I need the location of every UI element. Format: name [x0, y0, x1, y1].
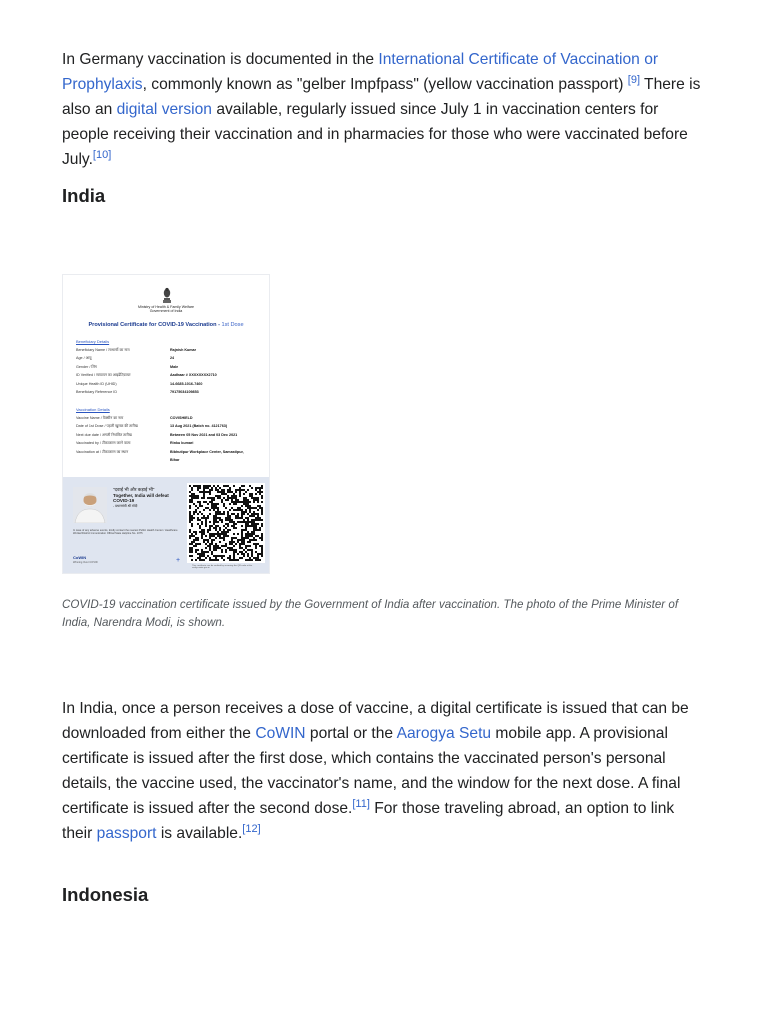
certificate-row: [76, 424, 266, 432]
text-span: mobile app. A provisional certificate is issued after the first dose, which contains the vaccinated person's personal details, the vaccine used, the vaccinator's name, and the window for the next dose. A final certificate is issued after the second dose.: [62, 725, 681, 817]
figure-certificate: [62, 274, 706, 631]
plus-icon: +: [176, 557, 181, 564]
reference-link[interactable]: [10]: [92, 149, 112, 161]
row-value: 14-6685-1016-7460: [170, 381, 203, 386]
row-label: Vaccine Name / वैक्सीन का नाम: [76, 416, 124, 420]
certificate-row: [76, 356, 266, 364]
row-label: Date of 1st Dose / पहली खुराक की तारीख: [76, 424, 138, 429]
reference-link[interactable]: [11]: [352, 798, 370, 810]
certificate-ministry: [63, 305, 269, 314]
quote-hindi: “दवाई भी और कड़ाई भी”: [113, 487, 155, 492]
row-value: Male: [170, 364, 179, 369]
reference-link[interactable]: [12]: [242, 823, 261, 835]
certificate-row: [76, 458, 266, 466]
figure-caption: COVID-19 vaccination certificate issued by the Government of India after vaccination. The photo of the Prime Minister of India, Narendra Modi, is shown.: [62, 598, 679, 629]
text-span: is available.: [156, 825, 243, 842]
reference-12[interactable]: [242, 823, 260, 835]
certificate-quote: [113, 487, 183, 509]
certificate-row: [76, 382, 266, 390]
row-label: Age / आयु: [76, 356, 92, 361]
reference-11[interactable]: [352, 798, 370, 810]
certificate-bottom-panel: [63, 477, 269, 573]
row-value: 24: [170, 356, 175, 361]
certificate-row: [76, 365, 266, 373]
reference-10[interactable]: [93, 149, 111, 161]
row-value: Rinku kumari: [170, 441, 194, 446]
reference-9[interactable]: [628, 74, 640, 86]
qr-note: This certificate can be verified by scanning the QR code at the verify.cowin.gov.in: [192, 565, 253, 569]
certificate-row: [76, 441, 266, 449]
link-cowin[interactable]: CoWIN: [255, 725, 306, 742]
certificate-top: [63, 275, 269, 477]
row-value: Bihar: [170, 458, 180, 462]
certificate-row: [76, 373, 266, 381]
text-span: available, regularly issued since July 1 in vaccination centers for people receiving their vaccination and in pharmacies for those who were vaccinated before July.: [62, 101, 688, 168]
text-span: For those traveling abroad, an option to link their: [62, 800, 675, 842]
government-line: Government of India: [149, 309, 183, 314]
certificate-row: [76, 348, 266, 356]
reference-link[interactable]: [9]: [627, 74, 640, 86]
row-value: Between 05 Nov 2021 and 03 Dec 2021: [170, 432, 238, 437]
link-certificate-of-vaccination[interactable]: International Certificate of Vaccination or Prophylaxis: [62, 51, 659, 93]
beneficiary-section-label: Beneficiary Details: [76, 339, 110, 344]
row-label: Next due date / अगली निर्धारित तारीख: [76, 432, 132, 437]
germany-paragraph: [62, 47, 706, 172]
text-span: In India, once a person receives a dose of vaccine, a digital certificate is issued that can be downloaded from either the: [62, 700, 689, 742]
quote-english: Together, India will defeat COVID-19: [113, 492, 169, 504]
text-span: portal or the: [305, 725, 397, 742]
cowin-tagline: Winning Over COVID: [73, 561, 98, 564]
certificate-fine-print: In case of any adverse events, kindly contact the nearest Public Health Center / Healthcare Worker/District Immunization Officer/State Helpline No. 1075: [73, 529, 178, 536]
row-value: 13 Aug 2021 (Batch no. 4121763): [170, 424, 228, 429]
row-value: Rajnish Kumar: [170, 348, 197, 352]
ministry-line: Ministry of Health & Family Welfare: [137, 305, 195, 309]
dose-text: 1st Dose: [221, 322, 244, 328]
qr-code: [187, 483, 265, 563]
row-value: 79175034109853: [170, 390, 199, 394]
portrait-photo: [73, 487, 107, 523]
row-label: Vaccination at / टीकाकरण का स्थान: [76, 449, 129, 454]
certificate-title: [63, 322, 269, 328]
link-digital-version[interactable]: digital version: [116, 101, 212, 118]
title-text: Provisional Certificate for COVID-19 Vaccination -: [88, 322, 222, 328]
certificate-image[interactable]: [62, 274, 270, 574]
certificate-row: [76, 416, 266, 424]
quote-signature: - प्रधानमंत्री श्री मोदी: [113, 503, 138, 508]
link-aarogya-setu[interactable]: Aarogya Setu: [396, 725, 492, 742]
certificate-row: [76, 390, 266, 398]
national-emblem-icon: [161, 287, 173, 304]
section-heading-indonesia: Indonesia: [62, 884, 149, 905]
text-span: , commonly known as "gelber Impfpass" (yellow vaccination passport): [142, 76, 628, 93]
row-value: Aadhaar # XXXXXXXX2710: [170, 373, 217, 378]
section-heading-india: India: [62, 185, 106, 206]
text-span: There is also an: [62, 76, 701, 118]
certificate-row: [76, 433, 266, 441]
cowin-logo: CoWIN: [73, 555, 87, 560]
row-value: COVISHIELD: [170, 416, 193, 420]
certificate-row: [76, 450, 266, 458]
vaccination-section-label: Vaccination Details: [76, 407, 110, 412]
row-label: Gender / लिंग: [76, 364, 97, 369]
row-label: Unique Health ID (UHID): [76, 381, 117, 386]
row-label: Beneficiary Name / लाभार्थी का नाम: [76, 348, 130, 352]
row-value: Bibhutipur Workplace Center, Samastipur,: [170, 449, 244, 454]
india-paragraph: [62, 696, 706, 846]
row-label: Beneficiary Reference ID: [76, 390, 117, 394]
link-passport[interactable]: passport: [96, 825, 157, 842]
row-label: ID Verified / सत्यापन का आइडेंटिफ़ायर: [76, 373, 131, 378]
row-label: Vaccinated by / टीकाकरण करने वाला: [76, 441, 131, 446]
text-span: In Germany vaccination is documented in the: [62, 51, 379, 68]
